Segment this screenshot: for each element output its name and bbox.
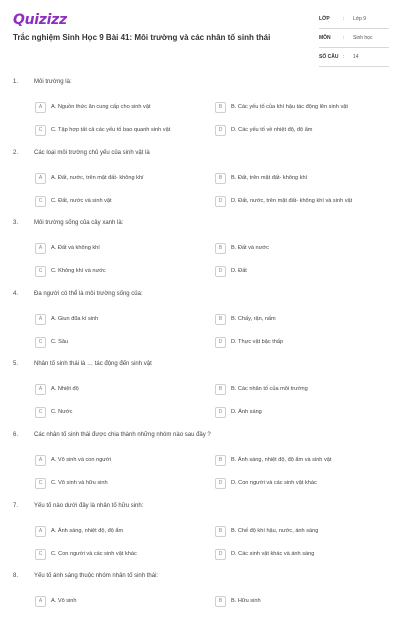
option-text: B. Chế độ khí hậu, nước, ánh sáng	[231, 528, 319, 534]
option-text: D. Đất	[231, 268, 247, 274]
option-text: D. Các yếu tố về nhiệt độ, độ ẩm	[231, 127, 313, 133]
answer-option-d[interactable]	[215, 195, 375, 207]
question-text: Các loại môi trường chủ yếu của sinh vật là	[34, 150, 150, 156]
answer-option-d[interactable]	[215, 477, 375, 489]
option-text: C. Tập hợp tất cả các yếu tố bao quanh sinh vật	[51, 127, 171, 133]
option-letter-box: A	[35, 243, 46, 254]
worksheet-meta	[319, 10, 389, 67]
option-letter-box: A	[35, 455, 46, 466]
answer-option-a[interactable]	[35, 525, 195, 537]
option-letter-box: D	[215, 196, 226, 207]
option-letter-box: B	[215, 243, 226, 254]
answer-option-c[interactable]	[35, 265, 195, 277]
quizizz-logo: Quizizz	[13, 12, 67, 28]
question-number: 8.	[13, 573, 19, 579]
option-text: B. Ánh sáng, nhiệt độ, độ ẩm và sinh vật	[231, 457, 332, 463]
answer-option-c[interactable]	[35, 195, 195, 207]
question-number: 1.	[13, 79, 19, 85]
question-number: 3.	[13, 220, 19, 226]
option-text: D. Con người và các sinh vật khác	[231, 480, 317, 486]
option-text: A. Nhiệt độ	[51, 386, 79, 392]
answer-option-a[interactable]	[35, 101, 195, 113]
option-letter-box: D	[215, 407, 226, 418]
option-text: A. Vô sinh	[51, 598, 77, 604]
answer-option-c[interactable]	[35, 336, 195, 348]
meta-colon: :	[343, 16, 345, 22]
option-letter-box: D	[215, 125, 226, 136]
option-text: C. Con người và các sinh vật khác	[51, 551, 137, 557]
option-text: C. Vô sinh và hữu sinh	[51, 480, 108, 486]
option-letter-box: A	[35, 173, 46, 184]
answer-option-a[interactable]	[35, 595, 195, 607]
option-letter-box: C	[35, 478, 46, 489]
question-item	[0, 432, 400, 492]
answer-option-d[interactable]	[215, 265, 375, 277]
answer-option-c[interactable]	[35, 406, 195, 418]
answer-option-b[interactable]	[215, 595, 375, 607]
option-letter-box: C	[35, 266, 46, 277]
option-text: B. Các nhân tố của môi trường	[231, 386, 308, 392]
option-letter-box: D	[215, 337, 226, 348]
question-text: Nhân tố sinh thái là … tác động đến sinh vật	[34, 361, 152, 367]
option-text: B. Đất, trên mặt đất- không khí	[231, 175, 308, 181]
question-text: Các nhân tố sinh thái được chia thành những nhóm nào sau đây ?	[34, 432, 211, 438]
meta-value: Lớp 9	[353, 16, 367, 22]
question-number: 6.	[13, 432, 19, 438]
option-text: D. Các sinh vật khác và ánh sáng	[231, 551, 315, 557]
meta-value: Sinh học	[353, 35, 373, 41]
question-item	[0, 573, 400, 633]
option-text: D. Thực vật bậc thấp	[231, 339, 284, 345]
answer-option-b[interactable]	[215, 383, 375, 395]
answer-option-d[interactable]	[215, 336, 375, 348]
meta-row-class	[319, 10, 389, 29]
question-text: Yếu tố nào dưới đây là nhân tố hữu sinh:	[34, 503, 144, 509]
answer-option-c[interactable]	[35, 548, 195, 560]
option-text: B. Đất và nước	[231, 245, 269, 251]
option-letter-box: A	[35, 526, 46, 537]
option-text: A. Đất, nước, trên mặt đất- không khí	[51, 175, 144, 181]
option-letter-box: B	[215, 455, 226, 466]
meta-colon: :	[343, 35, 345, 41]
option-letter-box: B	[215, 526, 226, 537]
answer-option-a[interactable]	[35, 313, 195, 325]
answer-option-b[interactable]	[215, 242, 375, 254]
option-letter-box: A	[35, 384, 46, 395]
question-number: 7.	[13, 503, 19, 509]
option-text: D. Ánh sáng	[231, 409, 262, 415]
option-text: A. Vô sinh và con người	[51, 457, 111, 463]
option-letter-box: B	[215, 596, 226, 607]
option-letter-box: C	[35, 196, 46, 207]
question-text: Môi trường sống của cây xanh là:	[34, 220, 124, 226]
question-item	[0, 291, 400, 351]
answer-option-d[interactable]	[215, 548, 375, 560]
question-item	[0, 503, 400, 563]
option-text: B. Hữu sinh	[231, 598, 261, 604]
option-text: A. Giun đũa kí sinh	[51, 316, 99, 322]
question-item	[0, 361, 400, 421]
answer-option-a[interactable]	[35, 242, 195, 254]
answer-option-b[interactable]	[215, 525, 375, 537]
option-text: D. Đất, nước, trên mặt đất- không khí và sinh vật	[231, 198, 353, 204]
question-item	[0, 150, 400, 210]
option-text: A. Ánh sáng, nhiệt độ, độ ẩm	[51, 528, 124, 534]
answer-option-b[interactable]	[215, 172, 375, 184]
option-letter-box: C	[35, 407, 46, 418]
option-text: C. Nước	[51, 409, 73, 415]
meta-row-subject	[319, 29, 389, 48]
option-letter-box: B	[215, 314, 226, 325]
question-item	[0, 79, 400, 139]
meta-label: LỚP	[319, 16, 330, 22]
answer-option-a[interactable]	[35, 383, 195, 395]
answer-option-a[interactable]	[35, 172, 195, 184]
meta-label: SỐ CÂU	[319, 54, 339, 60]
option-text: A. Nguồn thức ăn cung cấp cho sinh vật	[51, 104, 151, 110]
option-letter-box: C	[35, 549, 46, 560]
worksheet-header	[0, 0, 400, 72]
answer-option-b[interactable]	[215, 101, 375, 113]
option-text: B. Các yếu tố của khí hậu tác động lên sinh vật	[231, 104, 348, 110]
question-text: Môi trường là:	[34, 79, 72, 85]
option-letter-box: B	[215, 173, 226, 184]
option-letter-box: D	[215, 549, 226, 560]
answer-option-b[interactable]	[215, 454, 375, 466]
option-letter-box: A	[35, 596, 46, 607]
option-letter-box: A	[35, 314, 46, 325]
answer-option-d[interactable]	[215, 406, 375, 418]
meta-value: 14	[353, 54, 359, 60]
option-letter-box: D	[215, 478, 226, 489]
option-letter-box: C	[35, 337, 46, 348]
question-number: 5.	[13, 361, 19, 367]
answer-option-c[interactable]	[35, 477, 195, 489]
answer-option-d[interactable]	[215, 124, 375, 136]
option-text: C. Đất, nước và sinh vật	[51, 198, 112, 204]
option-text: B. Chấy, rận, nấm	[231, 316, 276, 322]
question-item	[0, 220, 400, 280]
answer-option-b[interactable]	[215, 313, 375, 325]
meta-colon: :	[343, 54, 345, 60]
option-letter-box: D	[215, 266, 226, 277]
question-text: Yếu tố ánh sáng thuộc nhóm nhân tố sinh thái:	[34, 573, 159, 579]
question-number: 2.	[13, 150, 19, 156]
meta-row-question-count	[319, 48, 389, 67]
question-text: Đa người có thể là môi trường sống của:	[34, 291, 143, 297]
option-text: C. Không khí và nước	[51, 268, 106, 274]
option-letter-box: C	[35, 125, 46, 136]
worksheet-title: Trắc nghiệm Sinh Học 9 Bài 41: Môi trường và các nhân tố sinh thái	[13, 33, 271, 42]
meta-label: MÔN	[319, 35, 331, 41]
answer-option-a[interactable]	[35, 454, 195, 466]
option-letter-box: A	[35, 102, 46, 113]
option-text: A. Đất và không khí	[51, 245, 100, 251]
option-letter-box: B	[215, 102, 226, 113]
option-letter-box: B	[215, 384, 226, 395]
question-number: 4.	[13, 291, 19, 297]
option-text: C. Sâu	[51, 339, 69, 345]
answer-option-c[interactable]	[35, 124, 195, 136]
